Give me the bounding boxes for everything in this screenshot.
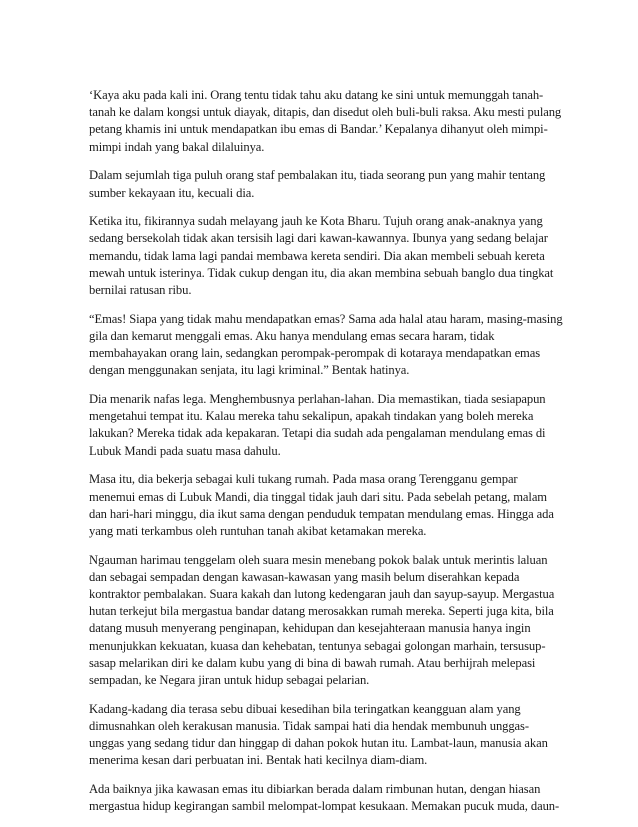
paragraph-7: Ngauman harimau tenggelam oleh suara mesin menebang pokok balak untuk merintis laluan dan sebagai sempadan dengan kawasan-kawasan yang masih belum diserahkan kepada kontraktor pembalakan. Suara kakah dan lutong kedengaran jauh dan sayup-sayup. Mergastua hutan terkejut bila mergastua bandar datang merosakkan rumah mereka. Seperti juga kita, bila datang musuh menyerang penginapan, kehidupan dan kesejahteraan manusia hanya ingin menunjukkan kekuatan, kuasa dan kehebatan, tentunya sebagai golongan marhain, tersusup-sasap melarikan diri ke dalam kubu yang di bina di bawah rumah. Atau berhijrah melepasi sempadan, ke Negara jiran untuk hidup sebagai pelarian.	[89, 552, 555, 688]
paragraph-4: “Emas! Siapa yang tidak mahu mendapatkan emas? Sama ada halal atau haram, masing-masing gila dan kemarut menggali emas. Aku hanya mendulang emas secara haram, tidak membahayakan orang lain, sedangkan perompak-perompak di kotaraya mendapatkan emas dengan menggunakan senjata, itu lagi kriminal.” Bentak hatinya.	[89, 311, 563, 378]
paragraph-9: Ada baiknya jika kawasan emas itu dibiarkan berada dalam rimbunan hutan, dengan hiasan mergastua hidup kegirangan sambil melompat-lompat kesukaan. Memakan pucuk muda, daun-	[89, 782, 560, 814]
paragraph-5: Dia menarik nafas lega. Menghembusnya perlahan-lahan. Dia memastikan, tiada sesiapapun mengetahui tempat itu. Kalau mereka tahu sekalipun, apakah tindakan yang boleh mereka lakukan? Mereka tidak ada kepakaran. Tetapi dia sudah ada pengalaman mendulang emas di Lubuk Mandi pada suatu masa dahulu.	[89, 392, 546, 458]
paragraph-3: Ketika itu, fikirannya sudah melayang jauh ke Kota Bharu. Tujuh orang anak-anaknya yang sedang bersekolah tidak akan tersisih lagi dari kawan-kawannya. Ibunya yang sedang belajar memandu, tidak lama lagi pandai membawa kereta sendiri. Dia akan membeli sebuah kereta mewah untuk isterinya. Tidak cukup dengan itu, dia akan membina sebuah banglo dua tingkat bernilai ratusan ribu.	[89, 214, 554, 298]
paragraph-6: Masa itu, dia bekerja sebagai kuli tukang rumah. Pada masa orang Terengganu gempar menemui emas di Lubuk Mandi, dia tinggal tidak jauh dari situ. Pada sebelah petang, malam dan hari-hari minggu, dia ikut sama dengan penduduk tempatan mendulang emas. Hingga ada yang mati terkambus oleh runtuhan tanah akibat ketamakan mereka.	[89, 472, 554, 538]
document-page	[89, 87, 563, 827]
paragraph-1: ‘Kaya aku pada kali ini. Orang tentu tidak tahu aku datang ke sini untuk memunggah tanah-tanah ke dalam kongsi untuk diayak, ditapis, dan disedut oleh buli-buli raksa. Aku mesti pulang petang khamis ini untuk mendapatkan ibu emas di Bandar.’ Kepalanya dihanyut oleh mimpi-mimpi indah yang bakal dilaluinya.	[89, 88, 562, 154]
paragraph-2: Dalam sejumlah tiga puluh orang staf pembalakan itu, tiada seorang pun yang mahir tentang sumber kekayaan itu, kecuali dia.	[89, 168, 546, 200]
paragraph-8: Kadang-kadang dia terasa sebu dibuai kesedihan bila teringatkan keangguan alam yang dimusnahkan oleh kerakusan manusia. Tidak sampai hati dia hendak membunuh unggas-unggas yang sedang tidur dan hinggap di dahan pokok hutan itu. Lambat-laun, manusia akan menerima kesan dari perbuatan ini. Bentak hati kecilnya diam-diam.	[89, 701, 548, 768]
